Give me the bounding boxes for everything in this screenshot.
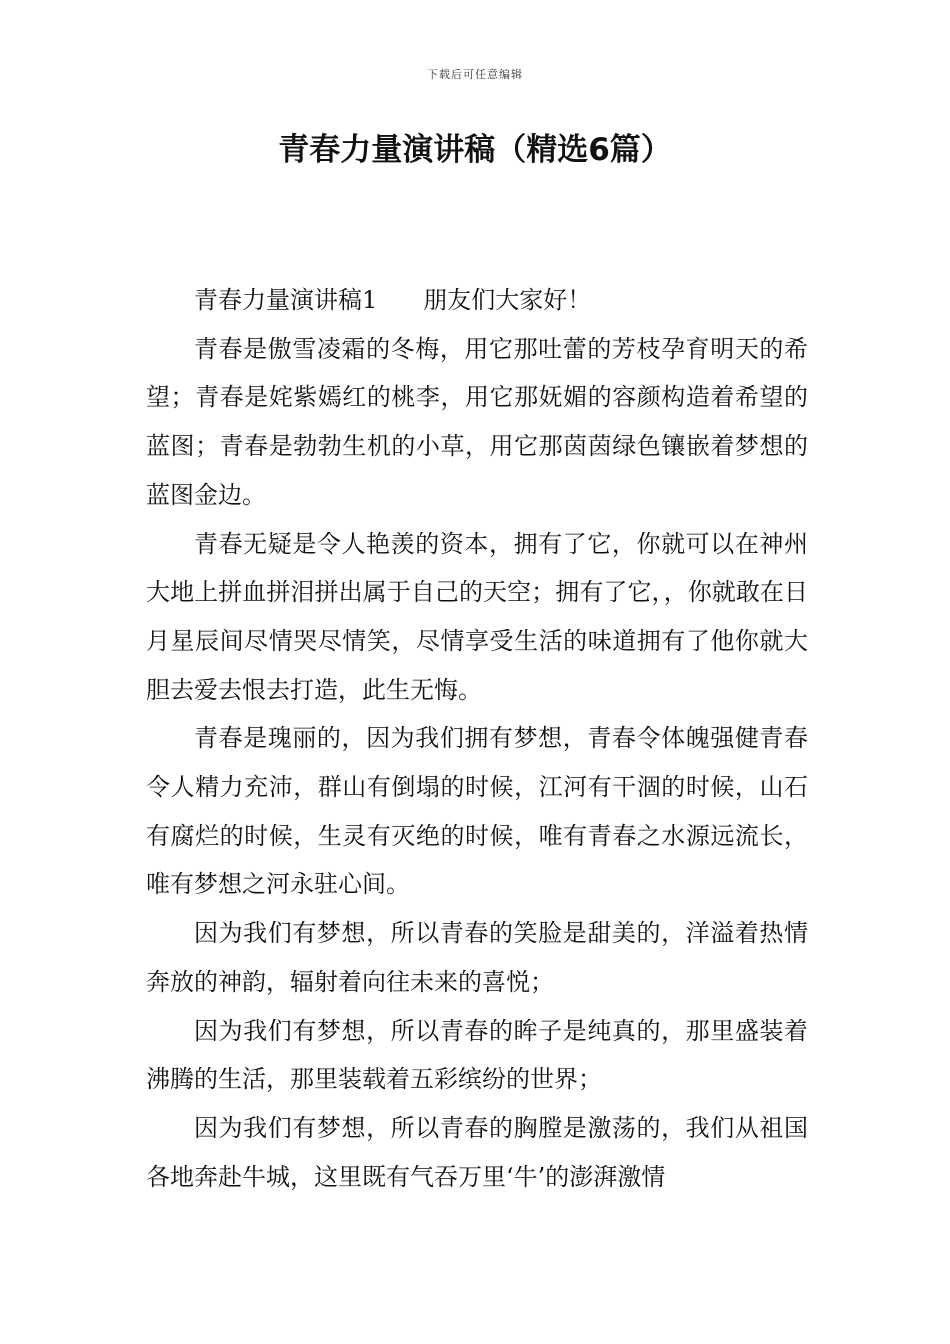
paragraph-3: 青春是瑰丽的，因为我们拥有梦想，青春令体魄强健青春令人精力充沛，群山有倒塌的时候，江河有干涸的时候，山石有腐烂的时候，生灵有灭绝的时候，唯有青春之水源远流长，唯有梦想之河永驻心间。 [146,724,808,899]
section-heading: 青春力量演讲稿1 [194,286,378,314]
paragraph-2: 青春无疑是令人艳羡的资本，拥有了它，你就可以在神州大地上拼血拼泪拼出属于自己的天空；拥有了它，，你就敢在日月星辰间尽情哭尽情笑，尽情享受生活的味道拥有了他你就大胆去爱去恨去打造，此生无悔。 [146,529,808,704]
paragraph-6: 因为我们有梦想，所以青春的胸膛是激荡的，我们从祖国各地奔赴牛城，这里既有气吞万里‘牛’的澎湃激情 [146,1113,808,1191]
document-title: 青春力量演讲稿（精选6篇） [278,132,672,168]
greeting: 朋友们大家好！ [423,286,592,314]
header-note: 下载后可任意编辑 [427,68,523,81]
paragraph-4: 因为我们有梦想，所以青春的笑脸是甜美的，洋溢着热情奔放的神韵，辐射着向往未来的喜悦； [146,919,808,996]
opening-line [146,276,808,325]
paragraph-1: 青春是傲雪凌霜的冬梅，用它那吐蕾的芳枝孕育明天的希望；青春是姹紫嫣红的桃李，用它那妩媚的容颜构造着希望的蓝图；青春是勃勃生机的小草，用它那茵茵绿色镶嵌着梦想的蓝图金边。 [146,334,808,509]
document-body [146,276,808,1201]
paragraph-5: 因为我们有梦想，所以青春的眸子是纯真的，那里盛装着沸腾的生活，那里装载着五彩缤纷的世界； [146,1016,808,1094]
